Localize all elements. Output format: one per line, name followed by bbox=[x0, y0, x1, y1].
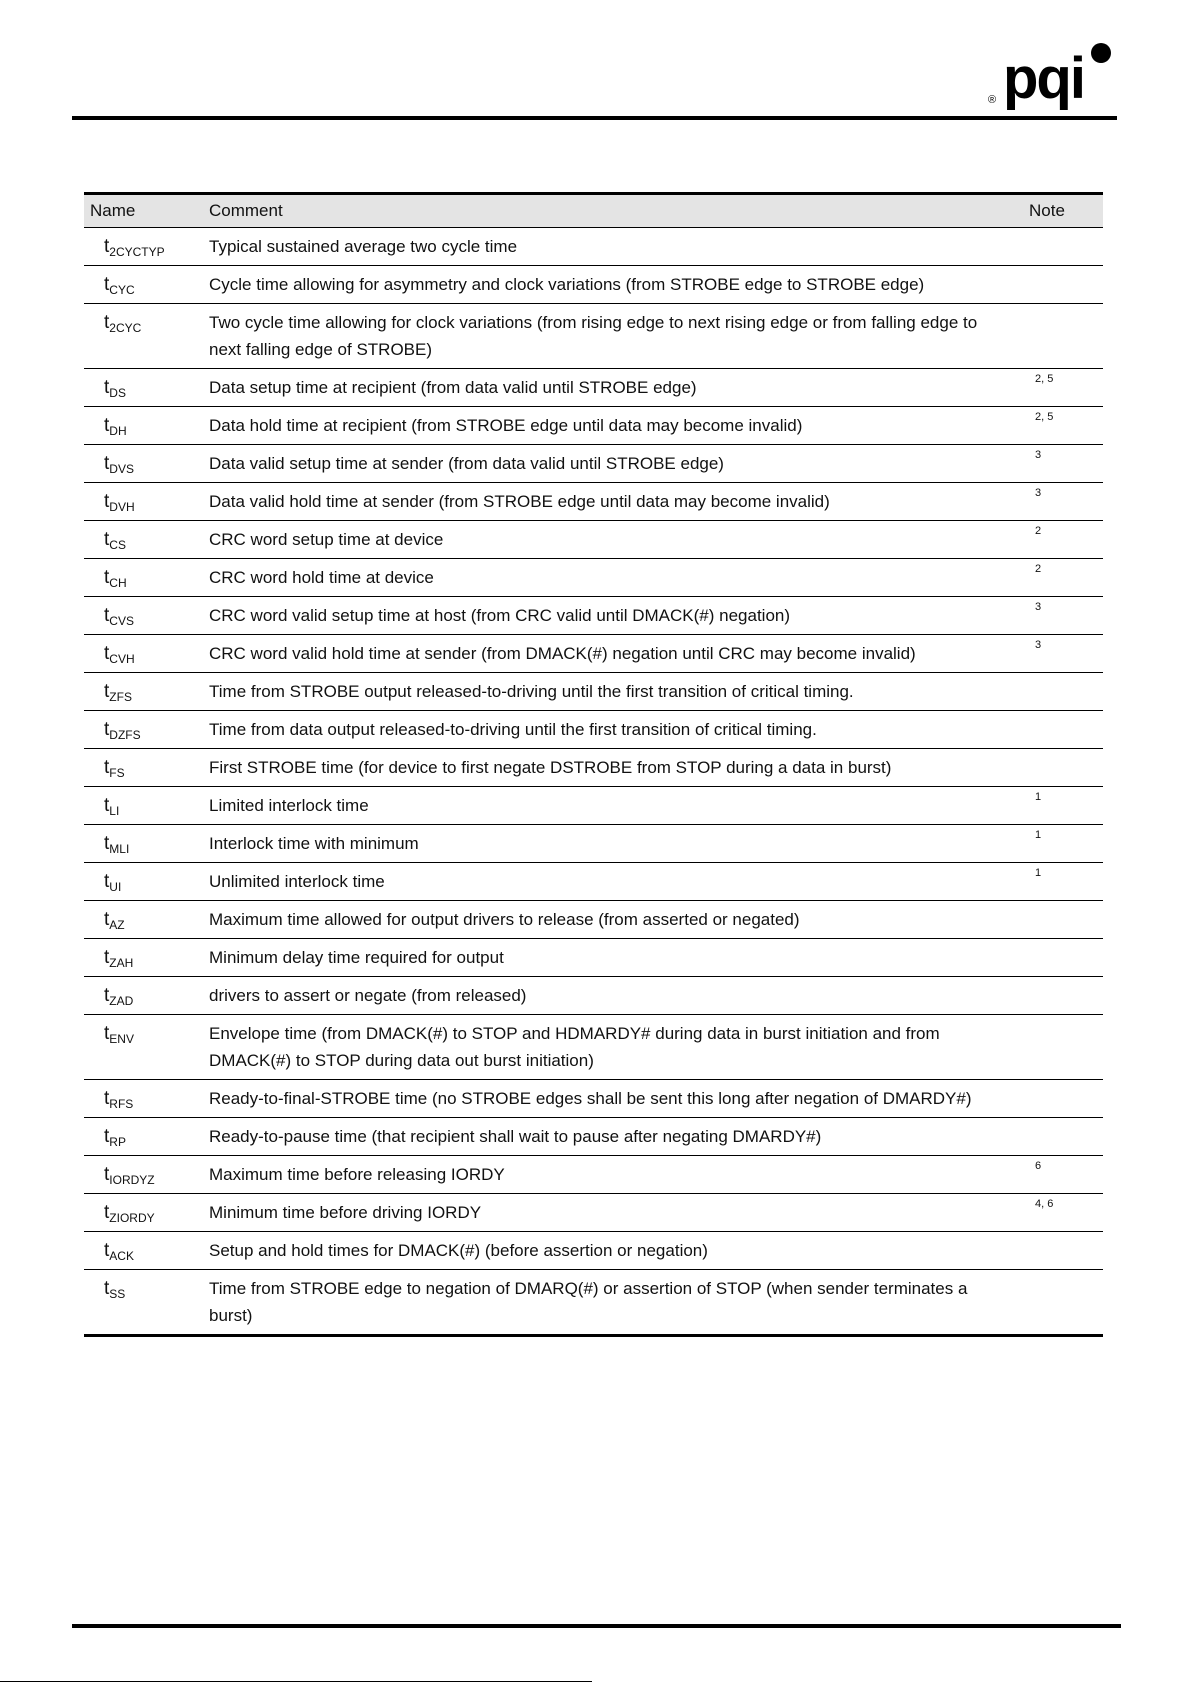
table-row bbox=[84, 1015, 1103, 1080]
parameter-symbol-subscript: DZFS bbox=[109, 728, 141, 742]
parameter-symbol-subscript: CVH bbox=[109, 652, 135, 666]
parameter-symbol-prefix: t bbox=[104, 681, 110, 702]
footer-divider bbox=[72, 1624, 1121, 1628]
parameter-symbol-subscript: ZFS bbox=[109, 690, 132, 704]
parameter-symbol-prefix: t bbox=[104, 567, 110, 588]
parameter-symbol bbox=[104, 643, 135, 664]
parameter-note: 2, 5 bbox=[1023, 407, 1103, 445]
parameter-comment: Typical sustained average two cycle time bbox=[203, 228, 1023, 266]
parameter-symbol-subscript: RP bbox=[109, 1135, 126, 1149]
table-row bbox=[84, 1080, 1103, 1118]
parameter-symbol-prefix: t bbox=[104, 415, 110, 436]
table-row bbox=[84, 228, 1103, 266]
parameter-symbol-subscript: CYC bbox=[109, 283, 135, 297]
table-row bbox=[84, 369, 1103, 407]
parameter-comment: Data valid hold time at sender (from STROBE edge until data may become invalid) bbox=[203, 483, 1023, 521]
parameter-comment: Limited interlock time bbox=[203, 787, 1023, 825]
parameter-comment: Interlock time with minimum bbox=[203, 825, 1023, 863]
parameter-note bbox=[1023, 266, 1103, 304]
parameter-symbol-prefix: t bbox=[104, 529, 110, 550]
parameter-symbol-subscript: ZAD bbox=[109, 994, 134, 1008]
parameter-symbol-subscript: RFS bbox=[109, 1097, 134, 1111]
parameter-note: 3 bbox=[1023, 483, 1103, 521]
table-row bbox=[84, 863, 1103, 901]
parameter-comment: Maximum time before releasing IORDY bbox=[203, 1156, 1023, 1194]
parameter-symbol-subscript: DVS bbox=[109, 462, 134, 476]
table-row bbox=[84, 673, 1103, 711]
parameter-name bbox=[84, 1232, 203, 1270]
parameter-note: 2 bbox=[1023, 521, 1103, 559]
parameter-name bbox=[84, 939, 203, 977]
parameter-note bbox=[1023, 977, 1103, 1015]
parameter-symbol-prefix: t bbox=[104, 947, 110, 968]
parameter-symbol bbox=[104, 415, 127, 436]
parameter-note bbox=[1023, 939, 1103, 977]
parameter-comment: Minimum time before driving IORDY bbox=[203, 1194, 1023, 1232]
parameter-symbol-subscript: IORDYZ bbox=[109, 1173, 155, 1187]
parameter-symbol-prefix: t bbox=[104, 643, 110, 664]
parameter-symbol bbox=[104, 377, 126, 398]
parameter-note: 6 bbox=[1023, 1156, 1103, 1194]
parameter-name bbox=[84, 1080, 203, 1118]
parameter-comment: Time from STROBE output released-to-driving until the first transition of critical timing. bbox=[203, 673, 1023, 711]
parameter-comment: CRC word setup time at device bbox=[203, 521, 1023, 559]
parameter-symbol-prefix: t bbox=[104, 985, 110, 1006]
parameter-note bbox=[1023, 1015, 1103, 1080]
parameter-symbol-prefix: t bbox=[104, 1023, 110, 1044]
parameter-symbol bbox=[104, 453, 134, 474]
column-header-name: Name bbox=[84, 194, 203, 228]
parameter-symbol-subscript: DH bbox=[109, 424, 127, 438]
parameter-name bbox=[84, 787, 203, 825]
parameter-comment: CRC word hold time at device bbox=[203, 559, 1023, 597]
parameter-symbol-subscript: DS bbox=[109, 386, 126, 400]
parameter-comment: Two cycle time allowing for clock variations (from rising edge to next rising edge or from falling edge to next falling edge of STROBE) bbox=[203, 304, 1023, 369]
parameter-name bbox=[84, 1194, 203, 1232]
parameter-comment: Data hold time at recipient (from STROBE edge until data may become invalid) bbox=[203, 407, 1023, 445]
parameter-symbol bbox=[104, 1202, 155, 1223]
parameter-symbol-prefix: t bbox=[104, 833, 110, 854]
parameter-name bbox=[84, 559, 203, 597]
parameter-symbol bbox=[104, 1023, 134, 1044]
column-header-note: Note bbox=[1023, 194, 1103, 228]
parameter-comment: Time from STROBE edge to negation of DMARQ(#) or assertion of STOP (when sender terminates a burst) bbox=[209, 1279, 968, 1325]
parameter-symbol-subscript: LI bbox=[109, 804, 120, 818]
parameter-symbol bbox=[104, 833, 129, 854]
table-row bbox=[84, 901, 1103, 939]
parameter-symbol-prefix: t bbox=[104, 605, 110, 626]
parameter-comment: Ready-to-pause time (that recipient shall wait to pause after negating DMARDY#) bbox=[203, 1118, 1023, 1156]
parameter-symbol bbox=[104, 719, 141, 740]
registered-mark: ® bbox=[988, 94, 997, 106]
parameter-symbol bbox=[104, 1278, 125, 1299]
table-row bbox=[84, 445, 1103, 483]
parameter-symbol bbox=[104, 1164, 155, 1185]
pqi-logo bbox=[985, 40, 1117, 116]
parameter-symbol-prefix: t bbox=[104, 871, 110, 892]
parameter-symbol bbox=[104, 312, 141, 333]
parameter-symbol bbox=[104, 605, 134, 626]
parameter-comment: Data setup time at recipient (from data valid until STROBE edge) bbox=[203, 369, 1023, 407]
table-row bbox=[84, 483, 1103, 521]
table-row bbox=[84, 939, 1103, 977]
parameter-comment: Time from data output released-to-driving until the first transition of critical timing. bbox=[203, 711, 1023, 749]
parameter-note: 3 bbox=[1023, 635, 1103, 673]
table-row bbox=[84, 1194, 1103, 1232]
table-row bbox=[84, 1118, 1103, 1156]
parameter-symbol bbox=[104, 909, 125, 930]
table-body bbox=[84, 228, 1103, 1336]
parameter-symbol bbox=[104, 236, 165, 257]
parameter-symbol-subscript: CH bbox=[109, 576, 127, 590]
parameter-symbol-prefix: t bbox=[104, 1202, 110, 1223]
parameter-name bbox=[84, 1015, 203, 1080]
parameter-comment: Setup and hold times for DMACK(#) (before assertion or negation) bbox=[203, 1232, 1023, 1270]
parameter-symbol-subscript: ZIORDY bbox=[109, 1211, 155, 1225]
parameter-note: 3 bbox=[1023, 597, 1103, 635]
table-header-row bbox=[84, 194, 1103, 228]
parameter-name bbox=[84, 1156, 203, 1194]
table-row bbox=[84, 266, 1103, 304]
parameter-note bbox=[1023, 711, 1103, 749]
parameter-note: 3 bbox=[1023, 445, 1103, 483]
parameter-name bbox=[84, 825, 203, 863]
table-row bbox=[84, 749, 1103, 787]
parameter-symbol-prefix: t bbox=[104, 453, 110, 474]
parameter-symbol-prefix: t bbox=[104, 909, 110, 930]
parameter-name bbox=[84, 597, 203, 635]
parameter-symbol-prefix: t bbox=[104, 377, 110, 398]
parameter-symbol bbox=[104, 1126, 126, 1147]
parameter-name bbox=[84, 977, 203, 1015]
parameter-note: 1 bbox=[1023, 825, 1103, 863]
parameter-note bbox=[1023, 901, 1103, 939]
parameter-note: 1 bbox=[1023, 863, 1103, 901]
parameter-comment: Minimum delay time required for output bbox=[203, 939, 1023, 977]
table-row bbox=[84, 1232, 1103, 1270]
parameter-name bbox=[84, 445, 203, 483]
table-row bbox=[84, 304, 1103, 369]
parameter-comment: Ready-to-final-STROBE time (no STROBE edges shall be sent this long after negation of DMARDY#) bbox=[203, 1080, 1023, 1118]
parameter-note bbox=[1023, 1232, 1103, 1270]
parameter-note bbox=[1023, 673, 1103, 711]
parameter-name bbox=[84, 749, 203, 787]
parameter-symbol-subscript: ZAH bbox=[109, 956, 134, 970]
parameter-note: 4, 6 bbox=[1023, 1194, 1103, 1232]
parameter-symbol-subscript: DVH bbox=[109, 500, 135, 514]
parameter-symbol-prefix: t bbox=[104, 1126, 110, 1147]
table-row bbox=[84, 977, 1103, 1015]
parameter-name bbox=[84, 228, 203, 266]
parameter-symbol-subscript: 2CYCTYP bbox=[109, 245, 165, 259]
parameter-name bbox=[84, 483, 203, 521]
parameter-note bbox=[1023, 749, 1103, 787]
parameter-note bbox=[1023, 304, 1103, 369]
parameter-name bbox=[84, 863, 203, 901]
table-row bbox=[84, 787, 1103, 825]
parameter-note: 2, 5 bbox=[1023, 369, 1103, 407]
parameter-symbol-prefix: t bbox=[104, 1240, 110, 1261]
parameter-name bbox=[84, 1270, 203, 1336]
parameter-name bbox=[84, 521, 203, 559]
header-divider bbox=[72, 116, 1117, 120]
parameter-note bbox=[1023, 228, 1103, 266]
parameter-symbol-subscript: ACK bbox=[109, 1249, 134, 1263]
parameter-name bbox=[84, 369, 203, 407]
parameter-symbol-subscript: CS bbox=[109, 538, 126, 552]
parameter-comment: Maximum time allowed for output drivers to release (from asserted or negated) bbox=[203, 901, 1023, 939]
parameter-name bbox=[84, 635, 203, 673]
parameter-symbol-subscript: FS bbox=[109, 766, 125, 780]
parameter-symbol-prefix: t bbox=[104, 1278, 110, 1299]
table-row bbox=[84, 407, 1103, 445]
parameter-symbol bbox=[104, 1088, 133, 1109]
table-header bbox=[84, 194, 1103, 228]
table-row bbox=[84, 825, 1103, 863]
table-row bbox=[84, 597, 1103, 635]
parameter-name bbox=[84, 711, 203, 749]
table-row bbox=[84, 1270, 1103, 1336]
column-header-comment: Comment bbox=[203, 194, 1023, 228]
parameter-symbol bbox=[104, 491, 135, 512]
table-row bbox=[84, 711, 1103, 749]
parameter-symbol bbox=[104, 871, 121, 892]
parameter-symbol-subscript: ENV bbox=[109, 1032, 134, 1046]
parameter-symbol-prefix: t bbox=[104, 312, 110, 333]
parameter-comment: CRC word valid setup time at host (from CRC valid until DMACK(#) negation) bbox=[203, 597, 1023, 635]
parameter-note bbox=[1023, 1118, 1103, 1156]
parameter-name bbox=[84, 901, 203, 939]
parameter-name bbox=[84, 1118, 203, 1156]
parameter-symbol bbox=[104, 567, 127, 588]
parameter-comment: First STROBE time (for device to first negate DSTROBE from STOP during a data in burst) bbox=[203, 749, 1023, 787]
parameter-symbol-prefix: t bbox=[104, 719, 110, 740]
parameter-symbol-prefix: t bbox=[104, 491, 110, 512]
logo-dot-icon bbox=[1091, 43, 1111, 63]
parameter-comment: drivers to assert or negate (from released) bbox=[203, 977, 1023, 1015]
parameter-symbol-prefix: t bbox=[104, 236, 110, 257]
parameter-symbol bbox=[104, 274, 135, 295]
table-row bbox=[84, 559, 1103, 597]
parameter-symbol bbox=[104, 795, 119, 816]
parameter-symbol-subscript: MLI bbox=[109, 842, 130, 856]
parameter-symbol bbox=[104, 947, 133, 968]
parameter-name bbox=[84, 673, 203, 711]
parameter-comment: Envelope time (from DMACK(#) to STOP and HDMARDY# during data in burst initiation and from DMACK(#) to STOP during data out burst initiation) bbox=[203, 1015, 1023, 1080]
parameter-symbol bbox=[104, 985, 133, 1006]
parameter-symbol bbox=[104, 757, 125, 778]
parameter-symbol bbox=[104, 529, 126, 550]
parameter-symbol bbox=[104, 681, 132, 702]
parameter-name bbox=[84, 266, 203, 304]
parameter-note bbox=[1023, 1270, 1103, 1336]
parameter-symbol-subscript: AZ bbox=[109, 918, 125, 932]
parameter-symbol-prefix: t bbox=[104, 757, 110, 778]
parameter-symbol bbox=[104, 1240, 134, 1261]
parameter-comment: Cycle time allowing for asymmetry and clock variations (from STROBE edge to STROBE edge) bbox=[203, 266, 1023, 304]
parameter-symbol-prefix: t bbox=[104, 795, 110, 816]
table-row bbox=[84, 1156, 1103, 1194]
parameter-symbol-prefix: t bbox=[104, 1088, 110, 1109]
page-bottom-rule bbox=[0, 1681, 592, 1682]
parameter-symbol-subscript: 2CYC bbox=[109, 321, 142, 335]
timing-parameters-table bbox=[84, 192, 1103, 1337]
table-row bbox=[84, 521, 1103, 559]
parameter-symbol-subscript: UI bbox=[109, 880, 122, 894]
parameter-symbol-subscript: SS bbox=[109, 1287, 126, 1301]
parameter-symbol-prefix: t bbox=[104, 274, 110, 295]
parameter-comment: Unlimited interlock time bbox=[203, 863, 1023, 901]
parameter-note: 2 bbox=[1023, 559, 1103, 597]
logo-wordmark: pqi bbox=[1003, 46, 1084, 111]
table-row bbox=[84, 635, 1103, 673]
parameter-note: 1 bbox=[1023, 787, 1103, 825]
parameter-name bbox=[84, 304, 203, 369]
parameter-symbol-subscript: CVS bbox=[109, 614, 134, 628]
parameter-comment: CRC word valid hold time at sender (from DMACK(#) negation until CRC may become invalid) bbox=[203, 635, 1023, 673]
parameter-comment: Data valid setup time at sender (from data valid until STROBE edge) bbox=[203, 445, 1023, 483]
parameter-name bbox=[84, 407, 203, 445]
parameter-note bbox=[1023, 1080, 1103, 1118]
parameter-symbol-prefix: t bbox=[104, 1164, 110, 1185]
